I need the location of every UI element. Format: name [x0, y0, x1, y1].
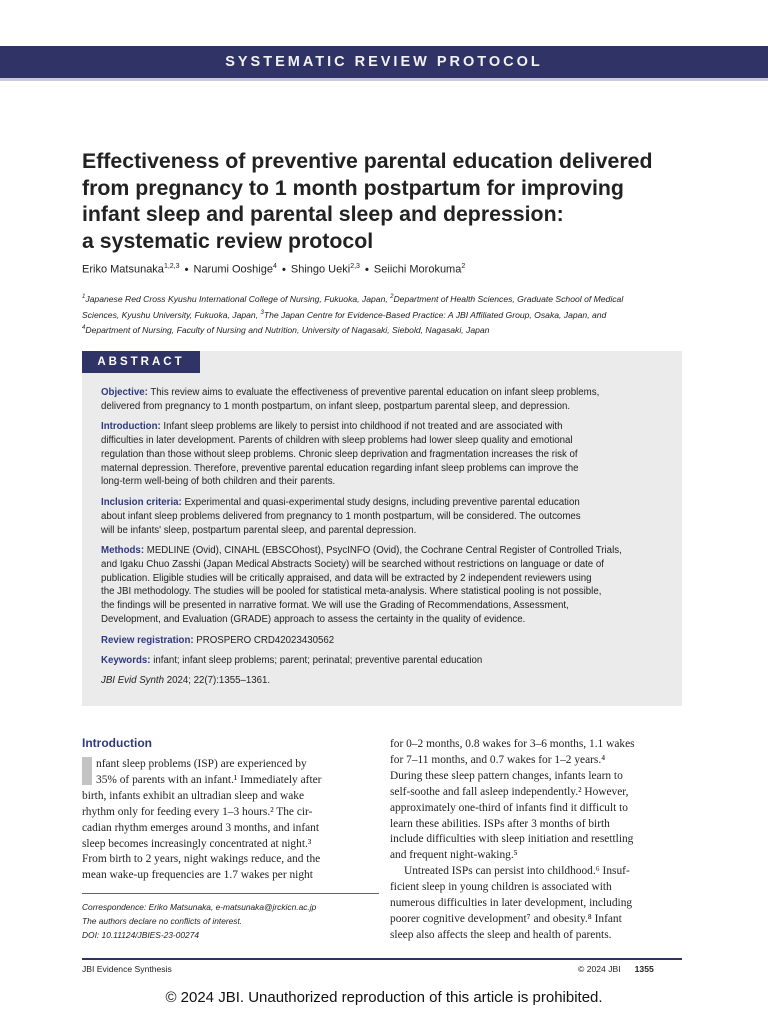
body-column-right	[390, 737, 683, 944]
body-line: sleep also affects the sleep and health of parents.	[390, 928, 612, 941]
abstract-tab-label: ABSTRACT	[97, 356, 185, 368]
abstract-line: the findings will be presented in narrative format. We will use the Grading of Recommendations, Assessment,	[101, 600, 569, 612]
abstract-line	[101, 386, 667, 400]
affil-text: Department of Health Sciences, Graduate School of Medical	[393, 293, 624, 304]
abstract-keywords	[101, 654, 667, 668]
author-separator: •	[365, 263, 369, 276]
footer-copyright: © 2024 JBI	[578, 964, 621, 974]
abstract-line: maternal depression. Therefore, preventive parental education regarding infant sleep problems can improve the	[101, 462, 579, 474]
correspondence-line: Correspondence: Eriko Matsunaka, e-matsunaka@jrckicn.ac.jp	[82, 902, 317, 912]
abstract-methods	[101, 544, 667, 627]
abstract-text: infant; infant sleep problems; parent; perinatal; preventive parental education	[150, 654, 483, 666]
affil-sup: 3	[260, 309, 264, 316]
citation-details: 2024; 22(7):1355–1361.	[164, 675, 271, 687]
body-line: approximately one-third of infants find it difficult to	[390, 801, 628, 814]
abstract-heading: Introduction:	[101, 421, 161, 433]
abstract-line: will be infants' sleep, postpartum parental sleep, and parental depression.	[101, 524, 417, 536]
abstract-content	[101, 386, 667, 695]
abstract-tab	[82, 351, 200, 373]
abstract-line	[101, 634, 667, 648]
author-affil-sup: 4	[272, 263, 277, 270]
body-line: self-soothe and fall asleep independently.² However,	[390, 785, 629, 798]
abstract-text: PROSPERO CRD42023430562	[193, 634, 335, 646]
abstract-line: publication. Eligible studies will be critically appraised, and data will be extracted by 2 independent reviewers using	[101, 572, 592, 584]
body-line: mean wake-up frequencies are 1.7 wakes per night	[82, 869, 313, 882]
article-title	[82, 148, 722, 254]
abstract-inclusion	[101, 496, 667, 537]
body-line: cadian rhythm emerges around 3 months, and infant	[82, 821, 320, 834]
abstract-text: MEDLINE (Ovid), CINAHL (EBSCOhost), PsycINFO (Ovid), the Cochrane Central Register of Controlled Trials,	[144, 545, 622, 557]
abstract-text: Infant sleep problems are likely to persist into childhood if not treated and are associated with	[160, 421, 563, 433]
footer-right	[578, 964, 654, 974]
citation-journal: JBI Evid Synth	[101, 675, 164, 687]
copyright-notice: © 2024 JBI. Unauthorized reproduction of this article is prohibited.	[165, 989, 603, 1006]
affil-text: Sciences, Kyushu University, Fukuoka, Japan,	[82, 309, 261, 320]
title-line: from pregnancy to 1 month postpartum for improving	[82, 175, 624, 200]
author-separator: •	[184, 263, 189, 276]
affil-text: Department of Nursing, Faculty of Nursing and Nutrition, University of Nagasaki, Siebold, Nagasaki, Japan	[85, 325, 490, 336]
abstract-line: the JBI methodology. The studies will be pooled for statistical meta-analysis. Where statistical pooling is not possible,	[101, 586, 602, 598]
footer-journal: JBI Evidence Synthesis	[82, 964, 172, 974]
abstract-text: Experimental and quasi-experimental study designs, including preventive parental education	[181, 496, 580, 508]
body-line: learn these abilities. ISPs after 3 months of birth	[390, 817, 610, 830]
author-affil-sup: 2	[461, 263, 466, 270]
author-affil-sup: 1,2,3	[163, 263, 180, 270]
affil-text: The Japan Centre for Evidence-Based Practice: A JBI Affiliated Group, Osaka, Japan, and	[263, 309, 607, 320]
body-line: During these sleep pattern changes, infants learn to	[390, 769, 623, 782]
body-line: ficient sleep in young children is associated with	[390, 881, 612, 894]
author-name: Narumi Ooshige	[193, 263, 273, 276]
affil-text: Japanese Red Cross Kyushu International College of Nursing, Fukuoka, Japan,	[85, 293, 391, 304]
abstract-heading: Review registration:	[101, 634, 194, 646]
title-line: a systematic review protocol	[82, 228, 374, 253]
abstract-line	[101, 674, 667, 688]
abstract-line: and Igaku Chuo Zasshi (Japan Medical Abstracts Society) will be searched without restrictions on language or date of	[101, 558, 604, 570]
abstract-objective	[101, 386, 667, 414]
body-line: for 7–11 months, and 0.7 wakes for 1–2 years.⁴	[390, 753, 606, 766]
conflict-statement: The authors declare no conflicts of interest.	[82, 916, 243, 927]
doi-line: DOI: 10.11124/JBIES-23-00274	[82, 930, 200, 941]
abstract-line: long-term well-being of both children and their parents.	[101, 476, 336, 488]
title-line: Effectiveness of preventive parental education delivered	[82, 149, 653, 173]
body-line: rhythm only for feeding every 1–3 hours.² The cir-	[82, 805, 313, 818]
affil-sup: 4	[82, 325, 86, 332]
section-banner	[0, 46, 768, 78]
section-banner-label: SYSTEMATIC REVIEW PROTOCOL	[225, 54, 543, 70]
affiliation-line	[82, 322, 686, 338]
abstract-line	[101, 496, 667, 510]
abstract-line: delivered from pregnancy to 1 month postpartum, on infant sleep, postpartum parental sleep, and depression.	[101, 400, 571, 412]
body-line: nfant sleep problems (ISP) are experienced by	[96, 758, 307, 770]
page-number: 1355	[634, 964, 654, 974]
author-name: Eriko Matsunaka	[82, 263, 164, 276]
author-separator: •	[281, 263, 286, 276]
body-line: include difficulties with sleep initiation and resettling	[390, 833, 634, 846]
body-line: From birth to 2 years, night wakings reduce, and the	[82, 853, 321, 866]
author-name: Shingo Ueki	[290, 263, 351, 276]
abstract-citation	[101, 674, 667, 688]
author-list	[82, 263, 465, 276]
body-line: for 0–2 months, 0.8 wakes for 3–6 months, 1.1 wakes	[390, 738, 635, 750]
intro-heading: Introduction	[82, 736, 152, 750]
body-line: numerous difficulties in later development, including	[390, 897, 633, 910]
abstract-line: Development, and Evaluation (GRADE) approach to assess the certainty in the quality of evidence.	[101, 614, 526, 626]
abstract-heading: Methods:	[101, 545, 145, 557]
banner-underline	[0, 78, 768, 81]
affil-sup: 1	[82, 294, 86, 300]
abstract-line	[101, 654, 667, 668]
author-name: Seiichi Morokuma	[373, 263, 462, 276]
abstract-heading: Inclusion criteria:	[101, 496, 182, 508]
abstract-heading: Objective:	[101, 387, 148, 398]
abstract-line: regulation than those without sleep problems. Chronic sleep deprivation and fragmentation increases the risk of	[101, 448, 578, 460]
body-line: 35% of parents with an infant.¹ Immediately after	[96, 773, 322, 786]
affiliation-line	[82, 307, 686, 323]
abstract-introduction	[101, 420, 667, 489]
abstract-text: This review aims to evaluate the effectiveness of preventive parental education on infant sleep problems,	[147, 387, 600, 398]
footer-rule	[82, 958, 682, 960]
body-line: poorer cognitive development⁷ and obesity.⁸ Infant	[390, 912, 622, 925]
abstract-registration	[101, 634, 667, 648]
abstract-heading: Keywords:	[101, 654, 151, 666]
body-line: birth, infants exhibit an ultradian sleep and wake	[82, 789, 305, 802]
title-line: infant sleep and parental sleep and depression:	[82, 202, 564, 226]
abstract-line	[101, 420, 667, 434]
correspondence-note	[82, 893, 379, 943]
body-line: sleep becomes increasingly concentrated at night.³	[82, 837, 312, 850]
body-line: and frequent night-waking.⁵	[390, 849, 518, 862]
body-line: Untreated ISPs can persist into childhood.⁶ Insuf-	[404, 865, 630, 878]
abstract-line	[101, 544, 667, 558]
body-column-left	[82, 757, 379, 884]
affiliation-line	[82, 291, 686, 307]
affil-sup: 2	[390, 294, 394, 300]
abstract-line: difficulties in later development. Parents of children with sleep problems had lower sleep quality and emotional	[101, 435, 573, 447]
abstract-line: about infant sleep problems delivered from pregnancy to 1 month postpartum, will be considered. The outcomes	[101, 510, 581, 522]
affiliations	[82, 291, 686, 338]
author-affil-sup: 2,3	[350, 263, 360, 270]
